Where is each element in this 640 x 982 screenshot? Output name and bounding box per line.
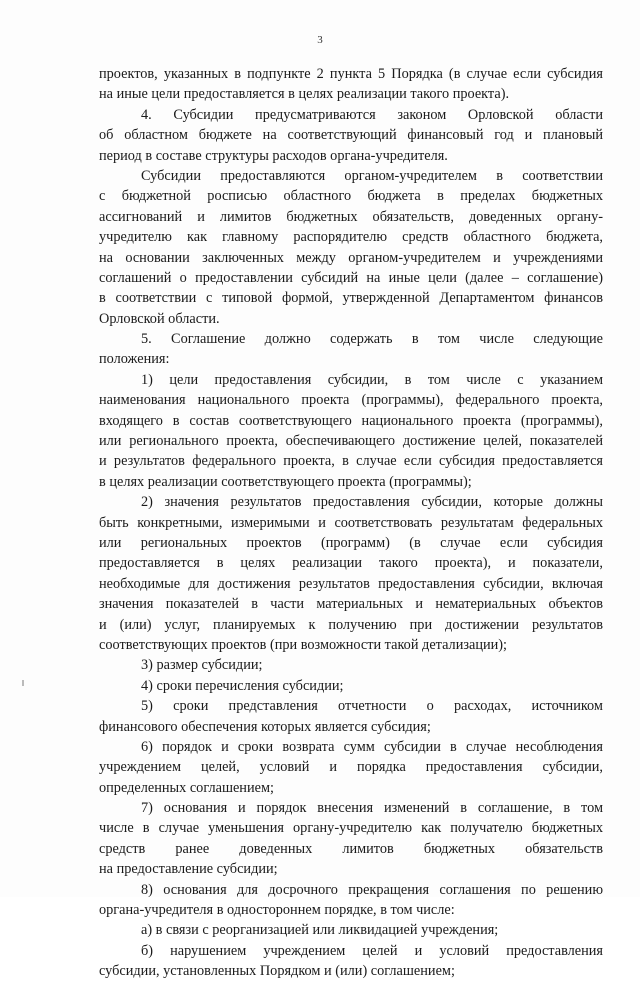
text-line: 4) сроки перечисления субсидии; (141, 677, 344, 694)
text-line: с бюджетной росписью областного бюджета в пределах бюджетных (99, 188, 603, 205)
text-line: учредителю как главному распорядителю средств областного бюджета, (99, 229, 603, 246)
text-line: и (или) услуг, планируемых к получению при достижении результатов (99, 616, 603, 633)
text-line: на иные цели предоставляется в целях реализации такого проекта). (99, 86, 510, 103)
text-line: 3) размер субсидии; (141, 657, 263, 674)
text-line: 7) основания и порядок внесения изменений в соглашение, в том (141, 800, 603, 817)
text-line: и результатов федерального проекта, в случае если субсидия предоставляется (99, 453, 603, 470)
text-line: Орловской области. (99, 310, 220, 327)
text-line: 8) основания для досрочного прекращения соглашения по решению (141, 881, 603, 898)
text-line: на предоставление субсидии; (99, 861, 278, 878)
text-line: учреждением целей, условий и порядка предоставления субсидии, (99, 759, 603, 776)
text-line: 5. Соглашение должно содержать в том числе следующие (141, 331, 603, 348)
text-line: соответствующих проектов (при возможности такой детализации); (99, 636, 508, 653)
text-line: наименования национального проекта (программы), федерального проекта, (99, 392, 603, 409)
text-line: или региональных проектов (программ) (в случае если субсидия (99, 534, 603, 551)
text-line: 6) порядок и сроки возврата сумм субсидии в случае несоблюдения (141, 738, 603, 755)
text-line: субсидии, установленных Порядком и (или) соглашением; (99, 963, 455, 980)
text-line: финансового обеспечения которых является субсидия; (99, 718, 431, 735)
text-line: органа-учредителя в одностороннем порядке, в том числе: (99, 902, 455, 919)
text-line: соглашений о предоставлении субсидий на иные цели (далее – соглашение) (99, 269, 603, 286)
text-line: период в составе структуры расходов органа-учредителя. (99, 147, 448, 164)
text-line: определенных соглашением; (99, 779, 274, 796)
text-line: значения показателей в части материальных и нематериальных объектов (99, 596, 603, 613)
text-line: предоставляется в целях реализации такого проекта), и показатели, (99, 555, 603, 572)
text-line: на основании заключенных между органом-учредителем и учреждениями (99, 249, 603, 266)
text-line: 5) сроки представления отчетности о расходах, источником (141, 698, 603, 715)
text-line: Субсидии предоставляются органом-учредителем в соответствии (141, 167, 603, 184)
document-body (99, 64, 603, 982)
text-line: 4. Субсидии предусматриваются законом Орловской области (141, 106, 603, 123)
scan-mark (22, 680, 24, 686)
text-line: входящего в состав соответствующего национального проекта (программы), (99, 412, 603, 429)
text-line: 1) цели предоставления субсидии, в том числе с указанием (141, 371, 603, 388)
text-line: в соответствии с типовой формой, утвержденной Департаментом финансов (99, 290, 603, 307)
text-line: а) в связи с реорганизацией или ликвидацией учреждения; (141, 922, 499, 939)
text-line: проектов, указанных в подпункте 2 пункта 5 Порядка (в случае если субсидия (99, 66, 603, 82)
text-line: числе в случае уменьшения органу-учредителю как получателю бюджетных (99, 820, 603, 837)
text-line: в целях реализации соответствующего проекта (программы); (99, 473, 472, 490)
text-line: б) нарушением учреждением целей и условий предоставления (141, 942, 603, 959)
page-number: 3 (317, 34, 323, 46)
text-line: быть конкретными, измеримыми и соответствовать результатам федеральных (99, 514, 603, 531)
text-line: ассигнований и лимитов бюджетных обязательств, доведенных органу- (99, 208, 603, 225)
text-line: средств ранее доведенных лимитов бюджетных обязательств (99, 840, 603, 857)
text-line: необходимые для достижения результатов предоставления субсидии, включая (99, 575, 603, 592)
text-line: об областном бюджете на соответствующий финансовый год и плановый (99, 127, 603, 144)
text-line: 2) значения результатов предоставления субсидии, которые должны (141, 494, 603, 511)
text-line: положения: (99, 351, 170, 368)
text-line: или регионального проекта, обеспечивающего достижение целей, показателей (99, 433, 603, 450)
